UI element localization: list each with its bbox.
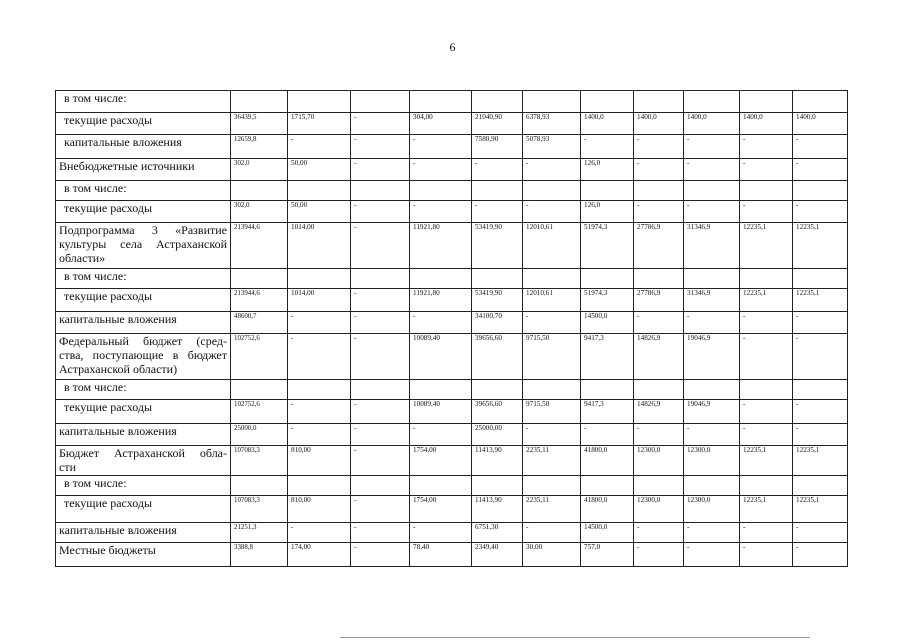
- cell-value: [523, 91, 581, 113]
- row-label: Внебюджетные источники: [56, 159, 231, 181]
- cell-value: 2235,11: [523, 496, 581, 523]
- cell-value: 39656,60: [472, 334, 523, 380]
- cell-value: -: [351, 312, 410, 334]
- table-row: [56, 312, 848, 334]
- cell-value: [351, 91, 410, 113]
- cell-value: 2349,40: [472, 543, 523, 567]
- cell-value: -: [523, 312, 581, 334]
- cell-value: [684, 476, 740, 496]
- cell-value: 810,00: [288, 446, 351, 476]
- cell-value: 7580,90: [472, 135, 523, 159]
- cell-value: -: [351, 523, 410, 543]
- cell-total: [231, 181, 288, 201]
- row-label: [56, 334, 231, 380]
- cell-value: -: [472, 201, 523, 223]
- cell-value: -: [523, 523, 581, 543]
- row-label-line: Астраханской области): [59, 362, 178, 376]
- cell-value: -: [634, 159, 684, 181]
- table-row: [56, 91, 848, 113]
- table-row: [56, 334, 848, 380]
- row-label: капитальные вложения: [56, 523, 231, 543]
- cell-value: -: [793, 523, 848, 543]
- row-label: [56, 223, 231, 269]
- cell-value: [523, 476, 581, 496]
- cell-value: 10089,40: [410, 400, 472, 424]
- cell-value: [581, 476, 634, 496]
- cell-value: [581, 380, 634, 400]
- cell-total: 213944,6: [231, 289, 288, 312]
- cell-value: [740, 380, 793, 400]
- cell-value: -: [634, 523, 684, 543]
- cell-value: [288, 181, 351, 201]
- cell-value: 78,40: [410, 543, 472, 567]
- cell-value: 9417,3: [581, 334, 634, 380]
- table-row: [56, 269, 848, 289]
- cell-value: -: [793, 400, 848, 424]
- cell-value: 41800,0: [581, 496, 634, 523]
- cell-value: 12300,0: [634, 496, 684, 523]
- cell-value: -: [740, 424, 793, 446]
- cell-value: 31346,9: [684, 223, 740, 269]
- cell-value: 1400,0: [634, 113, 684, 135]
- row-label: в том числе:: [56, 476, 231, 496]
- cell-value: [523, 380, 581, 400]
- cell-value: [740, 269, 793, 289]
- cell-value: [581, 269, 634, 289]
- cell-value: -: [684, 135, 740, 159]
- cell-value: 31346,9: [684, 289, 740, 312]
- cell-total: 213944,6: [231, 223, 288, 269]
- table-row: [56, 223, 848, 269]
- cell-total: 302,0: [231, 201, 288, 223]
- cell-value: [634, 476, 684, 496]
- cell-value: 50,00: [288, 201, 351, 223]
- cell-value: [634, 181, 684, 201]
- cell-value: [634, 269, 684, 289]
- cell-value: 126,0: [581, 159, 634, 181]
- cell-value: [351, 181, 410, 201]
- cell-value: [410, 181, 472, 201]
- cell-value: [351, 476, 410, 496]
- cell-value: 12300,0: [684, 446, 740, 476]
- bottom-rule: [340, 637, 810, 638]
- cell-value: -: [581, 424, 634, 446]
- cell-value: 757,0: [581, 543, 634, 567]
- cell-value: 21040,90: [472, 113, 523, 135]
- cell-value: -: [634, 201, 684, 223]
- cell-value: -: [740, 135, 793, 159]
- cell-value: -: [793, 334, 848, 380]
- cell-total: 3388,8: [231, 543, 288, 567]
- cell-value: 12235,1: [740, 223, 793, 269]
- table-row: [56, 543, 848, 567]
- cell-value: -: [793, 543, 848, 567]
- cell-value: [634, 380, 684, 400]
- row-label-line: Бюджет Астраханской обла-: [59, 446, 227, 460]
- cell-value: -: [740, 201, 793, 223]
- cell-value: 11921,80: [410, 223, 472, 269]
- cell-value: [684, 269, 740, 289]
- row-label: в том числе:: [56, 269, 231, 289]
- cell-value: 810,00: [288, 496, 351, 523]
- cell-value: -: [581, 135, 634, 159]
- cell-value: 12235,1: [793, 223, 848, 269]
- row-label-line: Подпрограмма 3 «Развитие: [59, 223, 227, 237]
- cell-value: [410, 380, 472, 400]
- cell-value: -: [634, 543, 684, 567]
- cell-value: [634, 91, 684, 113]
- row-label: текущие расходы: [56, 113, 231, 135]
- cell-value: -: [740, 312, 793, 334]
- cell-value: 53419,90: [472, 289, 523, 312]
- cell-value: -: [351, 135, 410, 159]
- cell-value: [523, 269, 581, 289]
- row-label: капитальные вложения: [56, 424, 231, 446]
- cell-value: 174,00: [288, 543, 351, 567]
- cell-value: -: [684, 159, 740, 181]
- cell-value: 12300,0: [684, 496, 740, 523]
- cell-value: -: [684, 424, 740, 446]
- row-label: капитальные вложения: [56, 312, 231, 334]
- cell-value: [793, 476, 848, 496]
- cell-value: [288, 269, 351, 289]
- row-label: текущие расходы: [56, 289, 231, 312]
- table-row: [56, 380, 848, 400]
- row-label: в том числе:: [56, 181, 231, 201]
- cell-value: [410, 476, 472, 496]
- cell-value: -: [288, 400, 351, 424]
- table-row: [56, 446, 848, 476]
- cell-value: 11921,80: [410, 289, 472, 312]
- cell-value: 1715,70: [288, 113, 351, 135]
- cell-value: -: [472, 159, 523, 181]
- cell-value: -: [410, 201, 472, 223]
- cell-value: [793, 269, 848, 289]
- cell-value: -: [351, 289, 410, 312]
- row-label: капитальные вложения: [56, 135, 231, 159]
- cell-value: 11413,90: [472, 446, 523, 476]
- cell-value: -: [523, 201, 581, 223]
- cell-value: 12235,1: [740, 289, 793, 312]
- cell-value: 12235,1: [793, 496, 848, 523]
- row-label: в том числе:: [56, 91, 231, 113]
- cell-value: 12300,0: [634, 446, 684, 476]
- cell-value: -: [410, 159, 472, 181]
- table-row: [56, 400, 848, 424]
- cell-value: [684, 91, 740, 113]
- cell-value: -: [351, 334, 410, 380]
- cell-value: -: [634, 312, 684, 334]
- cell-value: -: [793, 424, 848, 446]
- cell-value: [288, 476, 351, 496]
- cell-value: -: [410, 135, 472, 159]
- cell-value: 304,00: [410, 113, 472, 135]
- cell-value: [684, 181, 740, 201]
- cell-total: 302,0: [231, 159, 288, 181]
- cell-value: -: [351, 496, 410, 523]
- cell-value: -: [634, 135, 684, 159]
- row-label: [56, 446, 231, 476]
- cell-value: 1400,0: [793, 113, 848, 135]
- cell-value: [472, 91, 523, 113]
- cell-value: -: [288, 424, 351, 446]
- cell-value: -: [351, 400, 410, 424]
- cell-total: 36439,5: [231, 113, 288, 135]
- cell-value: 39656,60: [472, 400, 523, 424]
- cell-value: -: [740, 523, 793, 543]
- cell-value: 12235,1: [793, 446, 848, 476]
- cell-total: [231, 380, 288, 400]
- cell-value: [351, 269, 410, 289]
- cell-value: 34100,70: [472, 312, 523, 334]
- cell-value: 1400,0: [581, 113, 634, 135]
- cell-total: [231, 476, 288, 496]
- cell-value: -: [740, 543, 793, 567]
- cell-value: [740, 91, 793, 113]
- row-label-line: культуры села Астраханской: [59, 237, 227, 251]
- cell-value: [288, 380, 351, 400]
- cell-value: -: [351, 159, 410, 181]
- cell-value: 6751,30: [472, 523, 523, 543]
- cell-total: 48600,7: [231, 312, 288, 334]
- cell-total: [231, 91, 288, 113]
- cell-value: [740, 476, 793, 496]
- cell-value: 51974,3: [581, 223, 634, 269]
- cell-value: -: [410, 424, 472, 446]
- cell-value: 19046,9: [684, 400, 740, 424]
- cell-total: [231, 269, 288, 289]
- table-row: [56, 159, 848, 181]
- cell-value: 14500,0: [581, 523, 634, 543]
- cell-value: [581, 91, 634, 113]
- cell-value: 9715,50: [523, 400, 581, 424]
- row-label: текущие расходы: [56, 496, 231, 523]
- table-row: [56, 181, 848, 201]
- cell-value: 41800,0: [581, 446, 634, 476]
- table-row: [56, 289, 848, 312]
- cell-value: -: [410, 523, 472, 543]
- cell-value: 14500,0: [581, 312, 634, 334]
- row-label: текущие расходы: [56, 400, 231, 424]
- cell-total: 102752,6: [231, 400, 288, 424]
- cell-value: -: [351, 543, 410, 567]
- cell-value: 53419,90: [472, 223, 523, 269]
- cell-value: -: [523, 159, 581, 181]
- cell-value: -: [740, 334, 793, 380]
- row-label-line: сти: [59, 460, 76, 474]
- cell-value: 50,00: [288, 159, 351, 181]
- cell-value: 1400,0: [740, 113, 793, 135]
- cell-total: 102752,6: [231, 334, 288, 380]
- cell-value: -: [740, 400, 793, 424]
- cell-value: 25000,00: [472, 424, 523, 446]
- cell-value: -: [288, 334, 351, 380]
- row-label-line: Федеральный бюджет (сред-: [59, 334, 227, 348]
- cell-value: 126,0: [581, 201, 634, 223]
- row-label-line: области»: [59, 251, 106, 265]
- cell-value: -: [523, 424, 581, 446]
- cell-value: -: [740, 159, 793, 181]
- cell-value: [793, 91, 848, 113]
- row-label: в том числе:: [56, 380, 231, 400]
- cell-value: [472, 380, 523, 400]
- table-row: [56, 476, 848, 496]
- row-label-line: ства, поступающие в бюджет: [59, 348, 227, 362]
- cell-value: 19046,9: [684, 334, 740, 380]
- cell-value: [684, 380, 740, 400]
- cell-value: 9715,50: [523, 334, 581, 380]
- cell-total: 12659,8: [231, 135, 288, 159]
- table-row: [56, 201, 848, 223]
- cell-value: -: [351, 201, 410, 223]
- cell-value: [740, 181, 793, 201]
- cell-value: -: [684, 543, 740, 567]
- cell-value: -: [410, 312, 472, 334]
- cell-value: 51974,3: [581, 289, 634, 312]
- cell-value: 27786,9: [634, 223, 684, 269]
- budget-table: [55, 90, 848, 567]
- cell-value: 6378,93: [523, 113, 581, 135]
- cell-value: 27786,9: [634, 289, 684, 312]
- cell-value: 11413,90: [472, 496, 523, 523]
- cell-total: 25000,0: [231, 424, 288, 446]
- cell-value: [472, 476, 523, 496]
- cell-value: 14826,9: [634, 334, 684, 380]
- cell-value: 10089,40: [410, 334, 472, 380]
- page-number: 6: [449, 40, 456, 54]
- cell-value: [472, 269, 523, 289]
- table-row: [56, 496, 848, 523]
- cell-value: 1014,00: [288, 223, 351, 269]
- cell-value: 1400,0: [684, 113, 740, 135]
- cell-value: [410, 269, 472, 289]
- cell-value: -: [684, 201, 740, 223]
- cell-value: -: [351, 223, 410, 269]
- cell-value: [410, 91, 472, 113]
- cell-value: [523, 181, 581, 201]
- cell-value: -: [288, 312, 351, 334]
- cell-value: -: [793, 135, 848, 159]
- cell-value: 5078,93: [523, 135, 581, 159]
- table-row: [56, 523, 848, 543]
- cell-value: -: [634, 424, 684, 446]
- cell-value: -: [793, 159, 848, 181]
- cell-value: [581, 181, 634, 201]
- cell-value: -: [684, 523, 740, 543]
- cell-value: -: [793, 312, 848, 334]
- cell-value: 2235,11: [523, 446, 581, 476]
- cell-value: 30,00: [523, 543, 581, 567]
- cell-value: [351, 380, 410, 400]
- budget-table-body: [56, 91, 848, 567]
- cell-value: -: [288, 135, 351, 159]
- cell-value: 12235,1: [793, 289, 848, 312]
- cell-value: 1754,00: [410, 496, 472, 523]
- cell-value: [288, 91, 351, 113]
- cell-total: 21251,3: [231, 523, 288, 543]
- cell-value: -: [351, 113, 410, 135]
- cell-value: [793, 380, 848, 400]
- row-label: текущие расходы: [56, 201, 231, 223]
- cell-value: [472, 181, 523, 201]
- cell-value: 1754,00: [410, 446, 472, 476]
- cell-value: -: [793, 201, 848, 223]
- cell-value: 12235,1: [740, 496, 793, 523]
- cell-value: 12010,61: [523, 289, 581, 312]
- cell-total: 107083,3: [231, 446, 288, 476]
- cell-value: 12010,61: [523, 223, 581, 269]
- cell-value: 9417,3: [581, 400, 634, 424]
- table-row: [56, 113, 848, 135]
- cell-value: [793, 181, 848, 201]
- cell-total: 107083,3: [231, 496, 288, 523]
- row-label: Местные бюджеты: [56, 543, 231, 567]
- cell-value: -: [288, 523, 351, 543]
- cell-value: -: [684, 312, 740, 334]
- cell-value: -: [351, 446, 410, 476]
- cell-value: 14826,9: [634, 400, 684, 424]
- cell-value: 12235,1: [740, 446, 793, 476]
- cell-value: 1014,00: [288, 289, 351, 312]
- table-row: [56, 424, 848, 446]
- cell-value: -: [351, 424, 410, 446]
- table-row: [56, 135, 848, 159]
